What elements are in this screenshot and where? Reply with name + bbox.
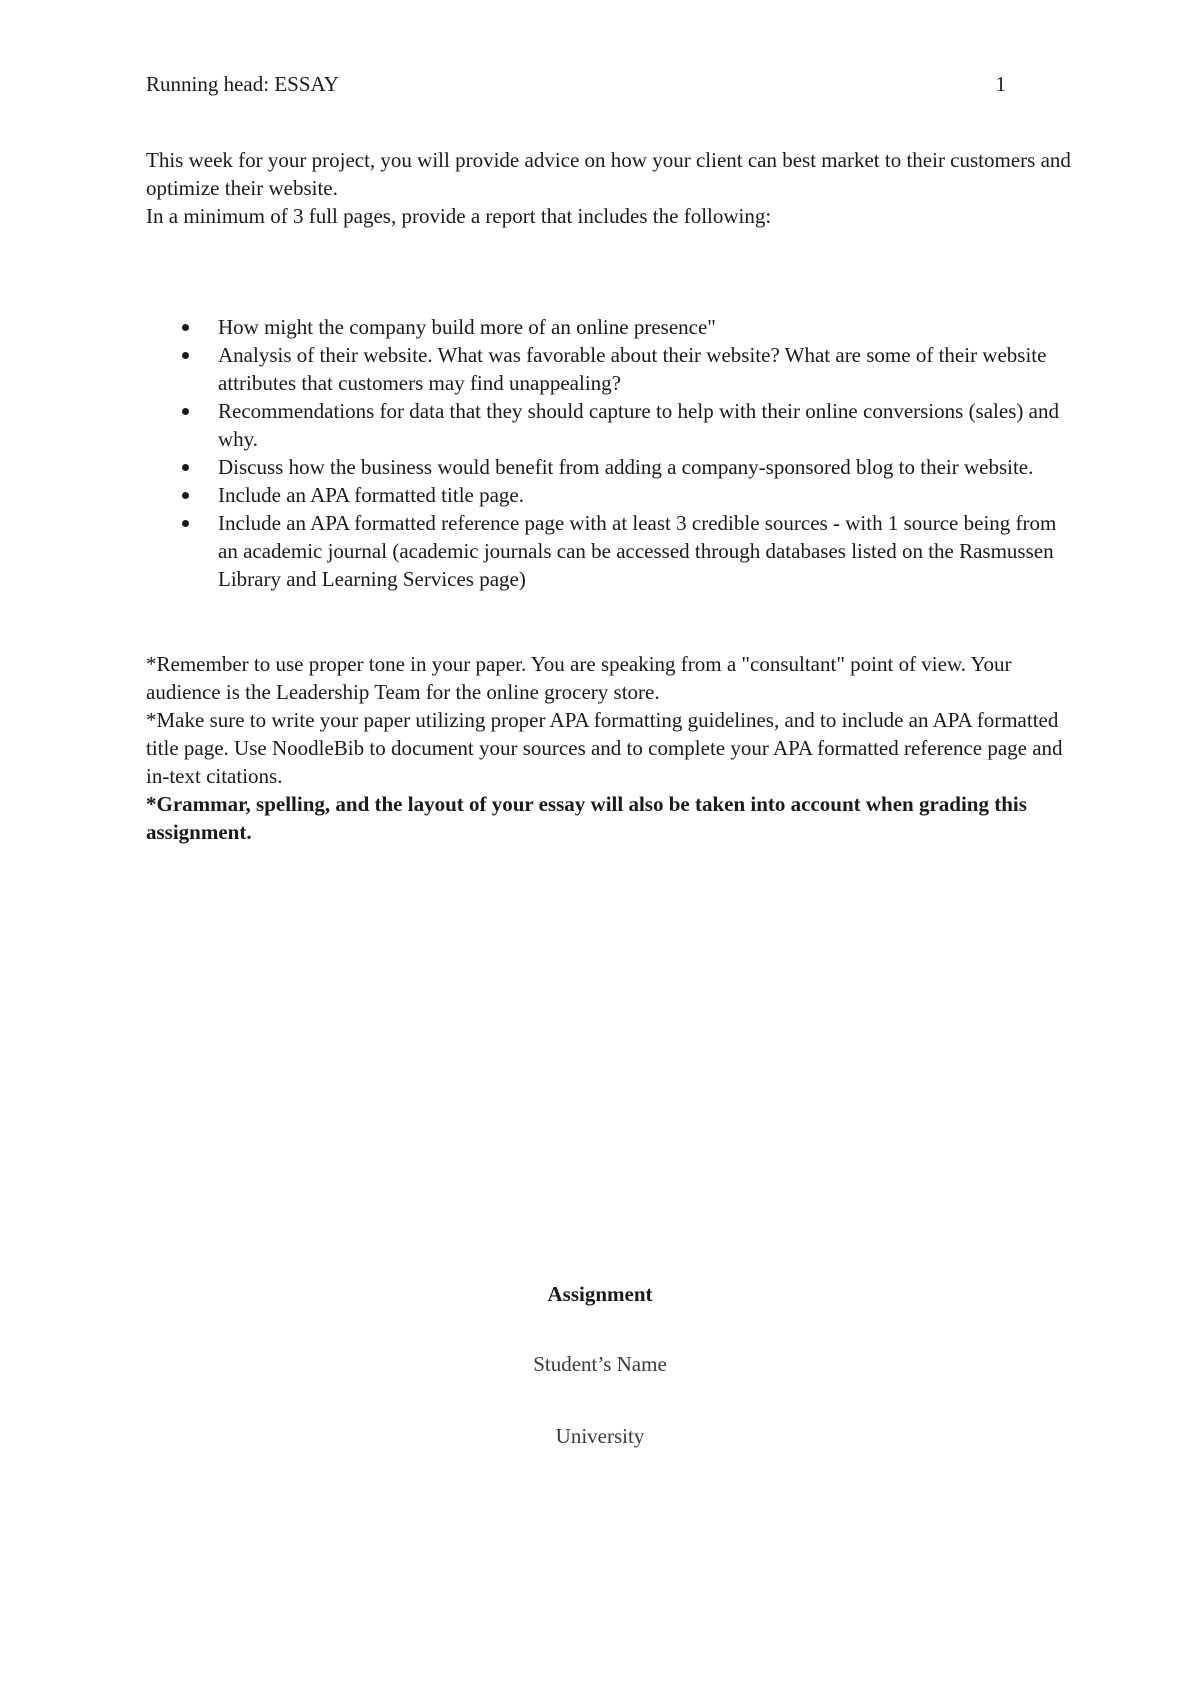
list-item: [146, 453, 1076, 481]
list-item: [146, 509, 1076, 593]
list-item: [146, 313, 1076, 341]
notes-section: [146, 650, 1076, 846]
bullet-icon: [182, 520, 189, 527]
title-page-title: Assignment: [547, 1282, 653, 1306]
list-item-text: Include an APA formatted title page.: [218, 483, 524, 507]
list-item: [146, 481, 1076, 509]
bullet-icon: [182, 324, 189, 331]
bullet-icon: [182, 492, 189, 499]
page-number: 1: [995, 72, 1006, 96]
list-item-text: How might the company build more of an online presence": [218, 315, 716, 339]
list-item-text: Recommendations for data that they should capture to help with their online conversions (sales) and why.: [218, 399, 1059, 451]
list-item-text: Include an APA formatted reference page with at least 3 credible sources - with 1 source being from an academic journal (academic journals can be accessed through databases listed on the Rasmussen Library and Learning Services page): [218, 511, 1057, 591]
list-item: [146, 397, 1076, 453]
list-item-text: Analysis of their website. What was favorable about their website? What are some of their website attributes that customers may find unappealing?: [218, 343, 1047, 395]
intro-line-2: In a minimum of 3 full pages, provide a report that includes the following:: [146, 204, 772, 228]
bullet-icon: [182, 464, 189, 471]
list-item-text: Discuss how the business would benefit from adding a company-sponsored blog to their website.: [218, 455, 1034, 479]
bullet-icon: [182, 352, 189, 359]
grading-note: *Grammar, spelling, and the layout of your essay will also be taken into account when grading this assignment.: [146, 792, 1027, 844]
bullet-icon: [182, 408, 189, 415]
intro-paragraph: [146, 146, 1076, 230]
page-header: [146, 72, 1006, 102]
list-item: [146, 341, 1076, 397]
student-name: Student’s Name: [533, 1352, 667, 1376]
intro-line-1: This week for your project, you will provide advice on how your client can best market to their customers and optimize their website.: [146, 148, 1071, 200]
running-head: Running head: ESSAY: [146, 72, 339, 96]
requirements-list: [146, 313, 1076, 593]
institution-name: University: [555, 1424, 645, 1448]
tone-note: *Remember to use proper tone in your paper. You are speaking from a "consultant" point of view. Your audience is the Leadership Team for the online grocery store.: [146, 652, 1012, 704]
format-note: *Make sure to write your paper utilizing proper APA formatting guidelines, and to include an APA formatted title page. Use NoodleBib to document your sources and to complete your APA formatted reference page and in-text citations.: [146, 708, 1063, 788]
